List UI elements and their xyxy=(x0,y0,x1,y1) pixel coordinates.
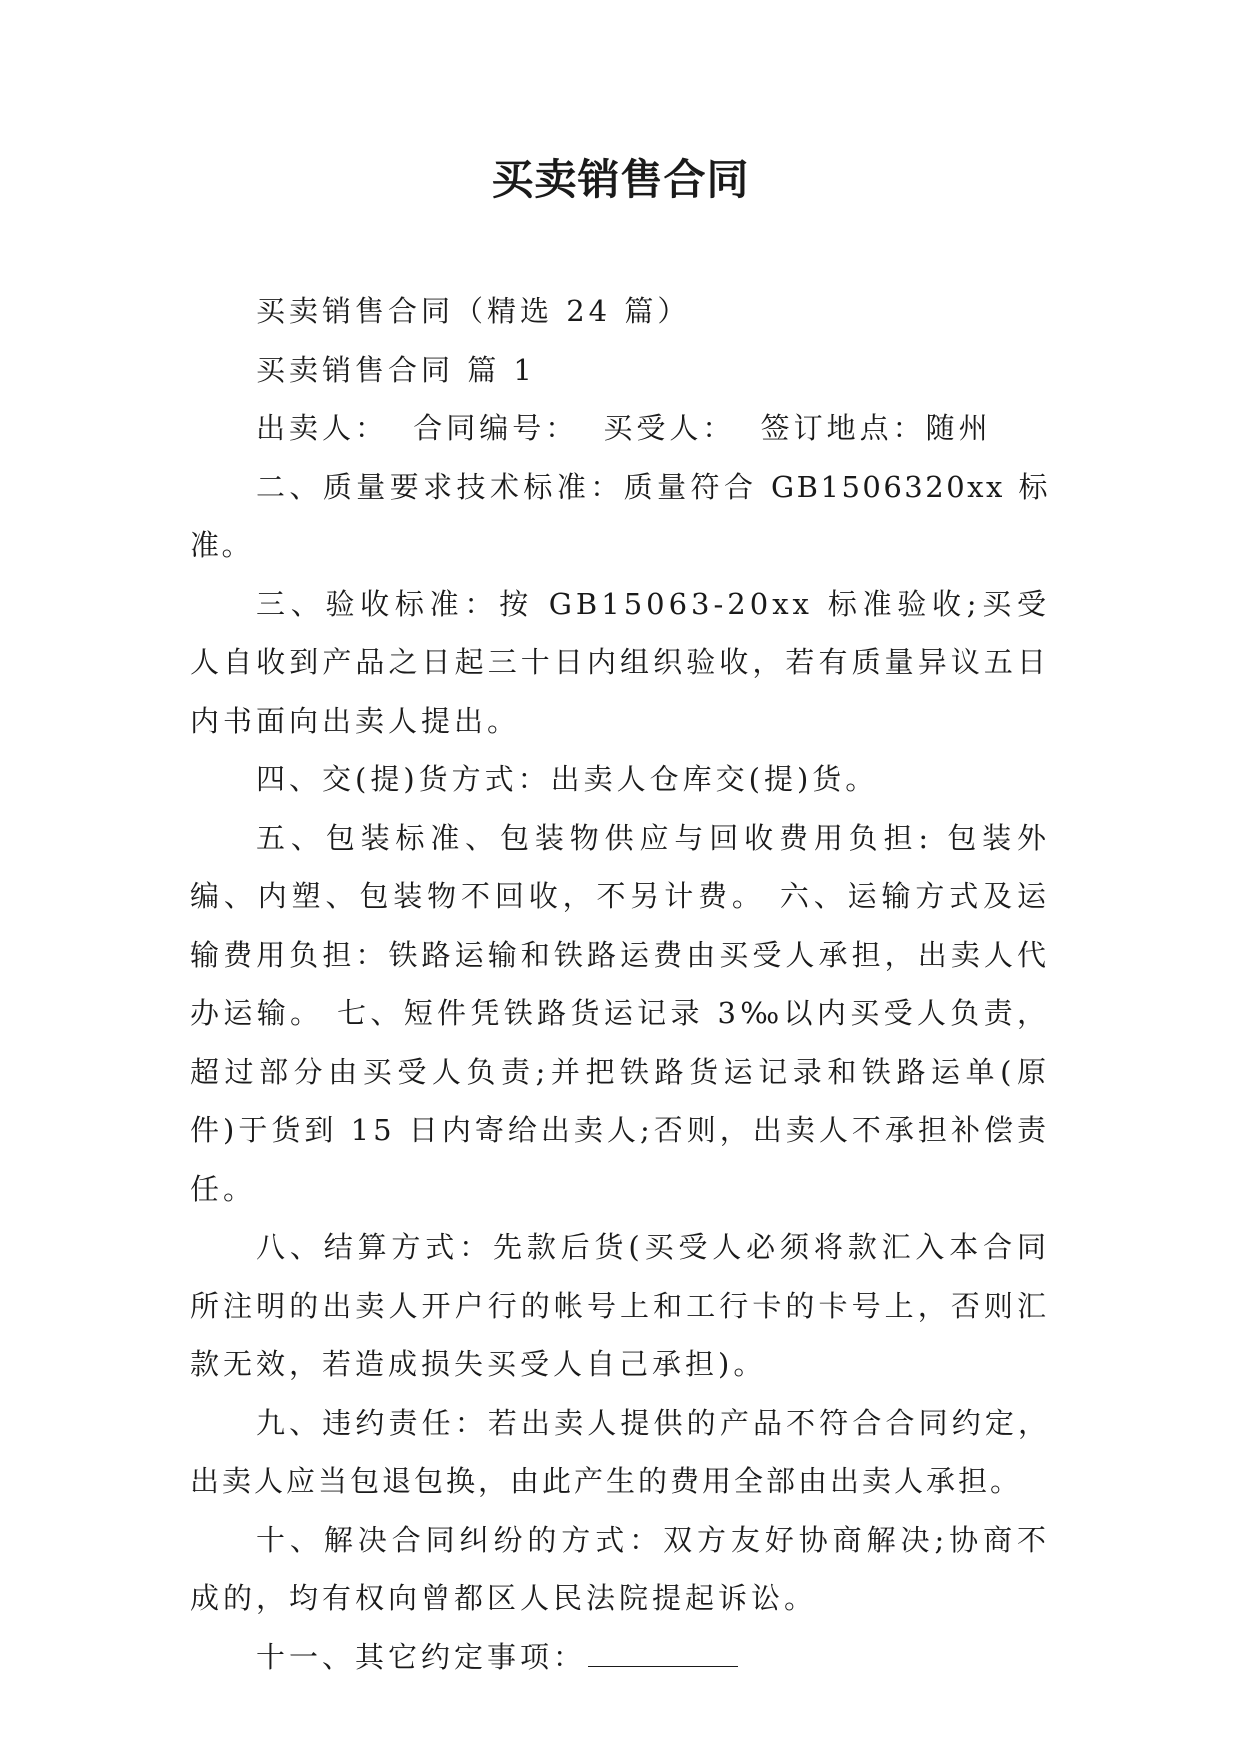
paragraph-clause-8: 八、结算方式：先款后货(买受人必须将款汇入本合同所注明的出卖人开户行的帐号上和工行卡的卡号上，否则汇款无效，若造成损失买受人自己承担)。 xyxy=(190,1230,1050,1381)
paragraph-clause-9: 九、违约责任：若出卖人提供的产品不符合合同约定，出卖人应当包退包换，由此产生的费用全部由出卖人承担。 xyxy=(190,1405,1050,1498)
document-title: 买卖销售合同 xyxy=(491,155,750,204)
paragraph-clause-4: 四、交(提)货方式：出卖人仓库交(提)货。 xyxy=(256,762,879,796)
paragraph-clause-3: 三、验收标准：按 GB15063-20xx 标准验收;买受人自收到产品之日起三十日内组织验收，若有质量异议五日内书面向出卖人提出。 xyxy=(190,586,1050,738)
paragraph-subtitle: 买卖销售合同（精选 24 篇） xyxy=(256,294,691,328)
paragraph-section-heading: 买卖销售合同 篇 1 xyxy=(256,352,536,387)
document-body xyxy=(190,282,1050,1686)
paragraph-parties: 出卖人： 合同编号： 买受人： 签订地点：随州 xyxy=(256,411,992,445)
paragraph-clause-5-7: 五、包装标准、包装物供应与回收费用负担: 包装外编、内塑、包装物不回收，不另计费。 六、运输方式及运输费用负担：铁路运输和铁路运费由买受人承担，出卖人代办运输。 七、短件凭铁路货运记录 3‰以内买受人负责，超过部分由买受人负责;并把铁路货运记录和铁路运单(原件)于货到 15 日内寄给出卖人;否则，出卖人不承担补偿责任。 xyxy=(190,820,1050,1206)
paragraph-clause-10: 十、解决合同纠纷的方式：双方友好协商解决;协商不成的，均有权向曾都区人民法院提起诉讼。 xyxy=(190,1522,1050,1615)
paragraph-clause-2: 二、质量要求技术标准：质量符合 GB1506320xx 标准。 xyxy=(190,469,1050,562)
clause-11-label: 十一、其它约定事项： xyxy=(256,1639,587,1674)
paragraph-clause-11 xyxy=(190,1628,1050,1687)
fill-in-blank-line xyxy=(588,1640,738,1667)
